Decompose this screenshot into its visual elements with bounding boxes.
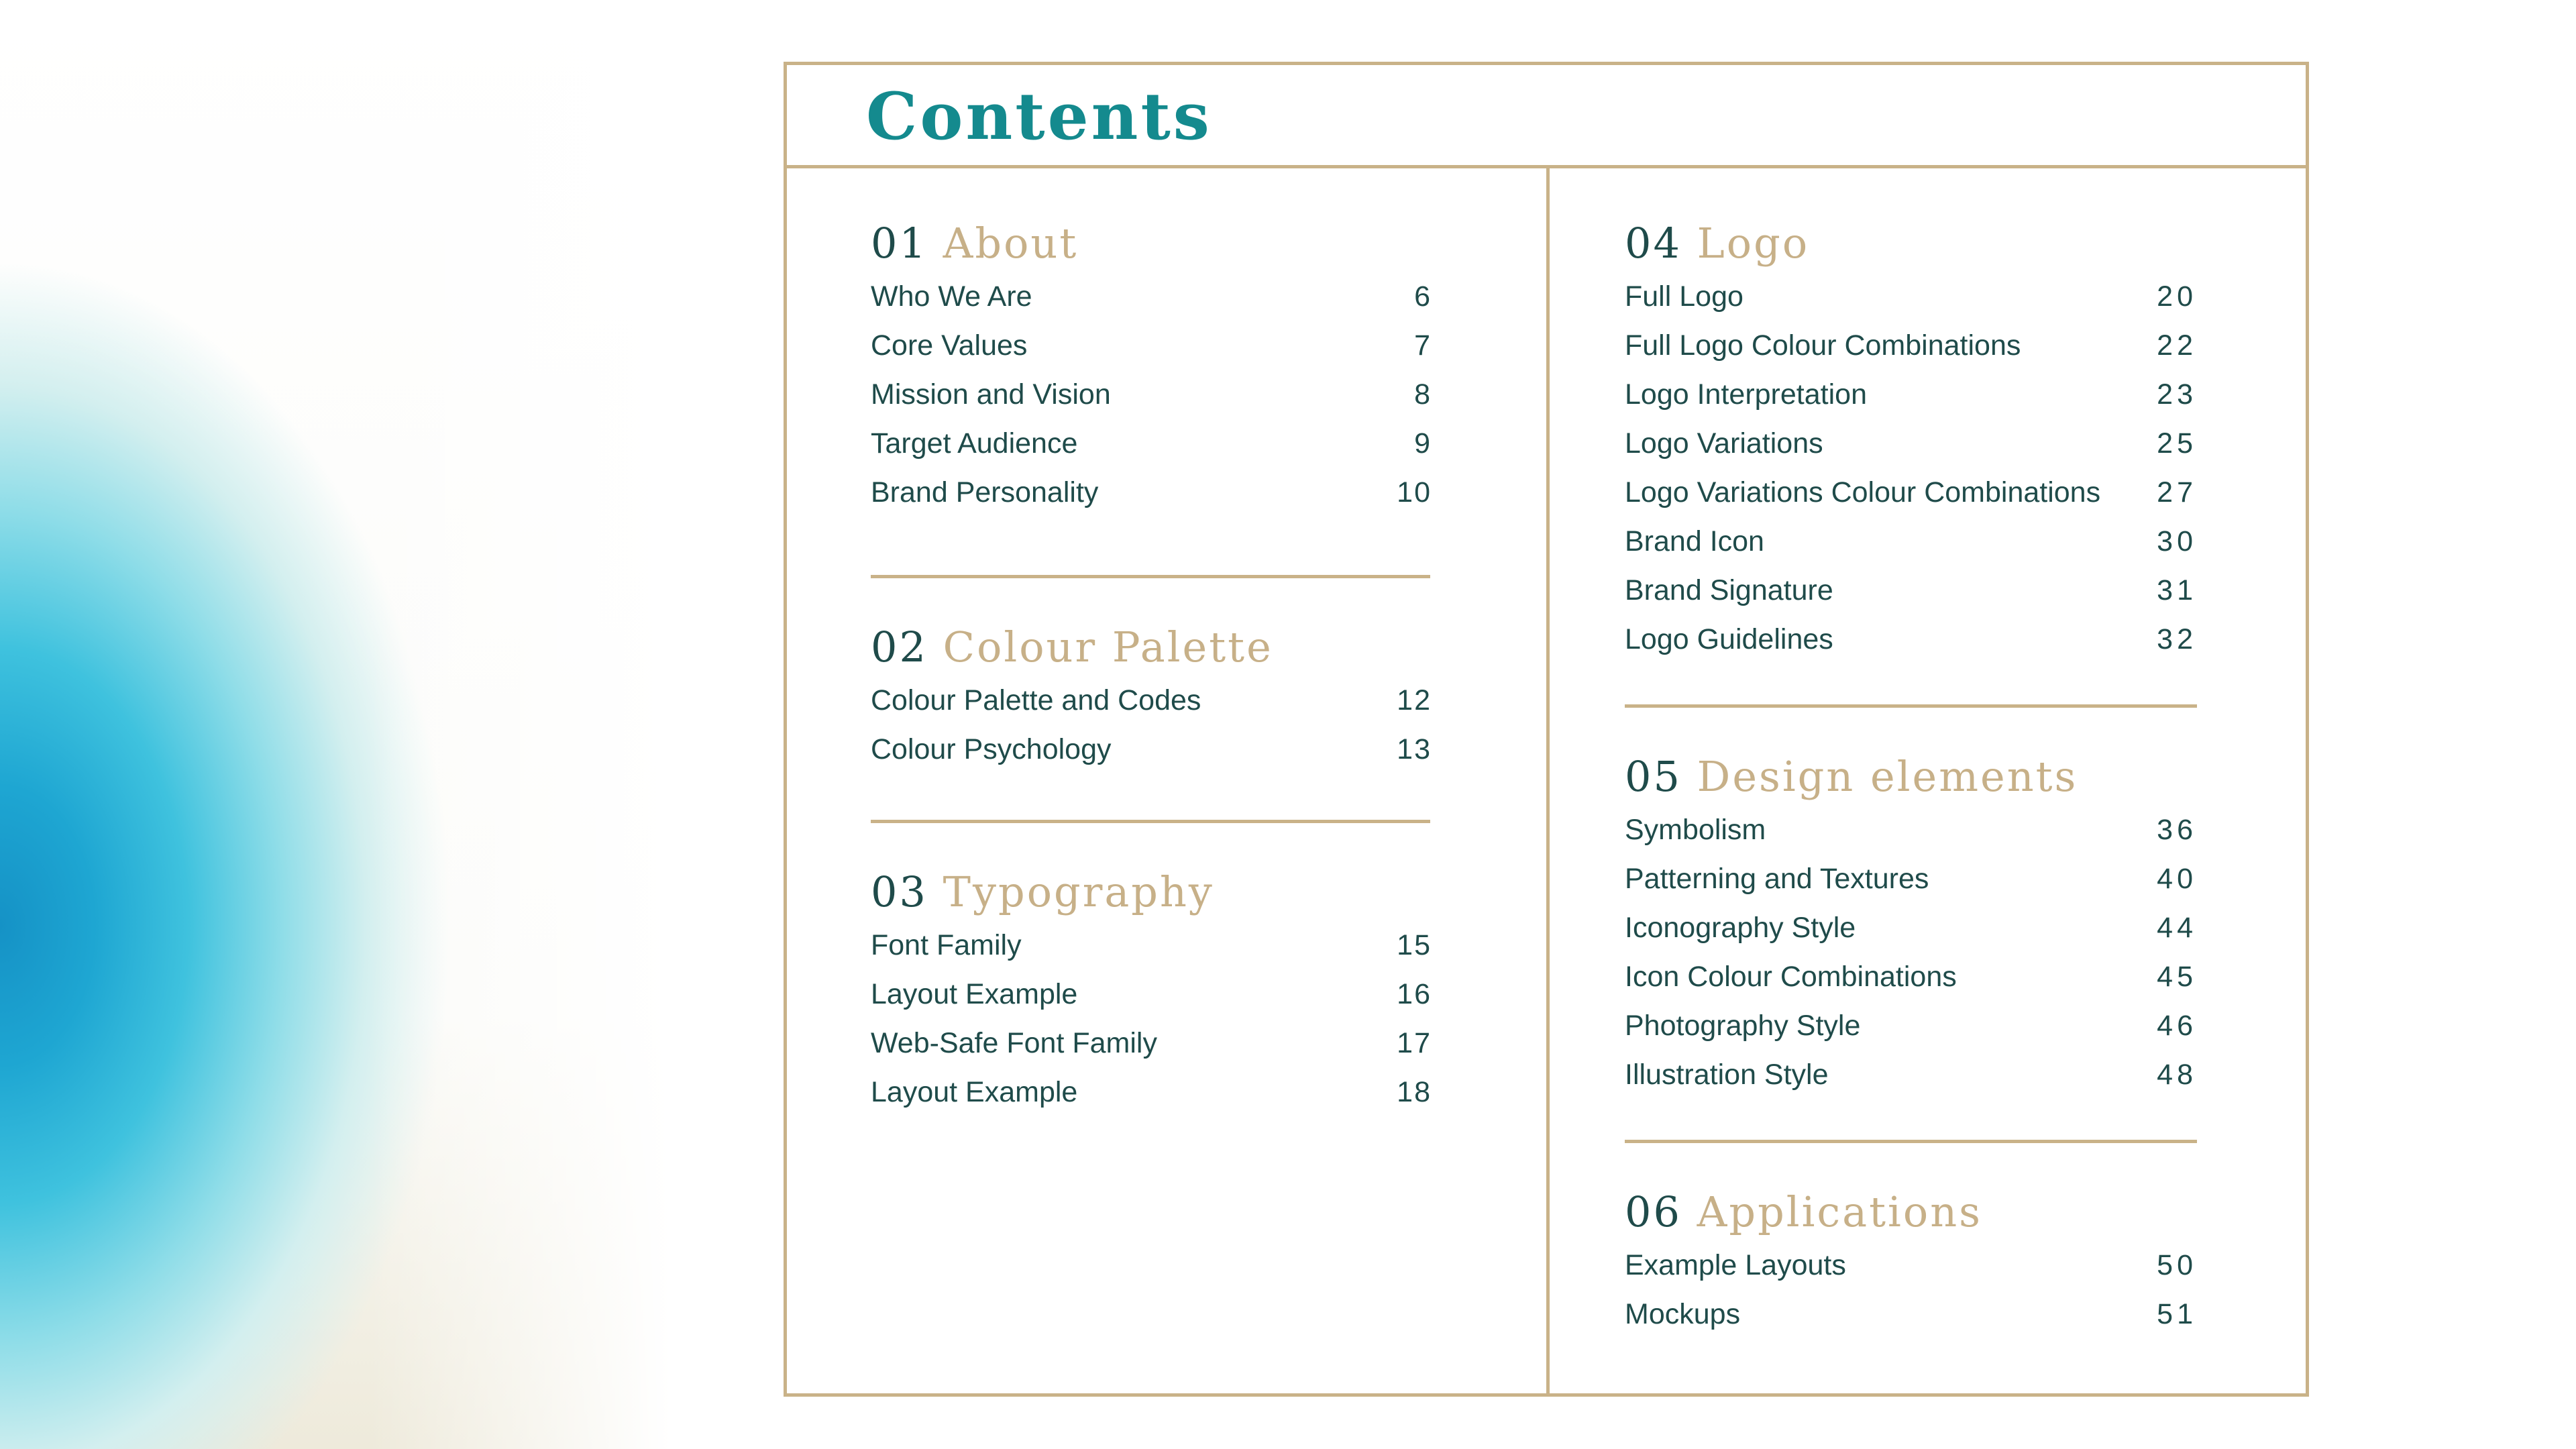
section-divider-rule <box>871 820 1430 823</box>
toc-entry[interactable] <box>1625 904 2197 953</box>
toc-entry[interactable] <box>1625 468 2197 517</box>
toc-entry-page: 15 <box>1397 929 1432 961</box>
toc-entry-label: Illustration Style <box>1625 1059 1829 1091</box>
section-heading <box>871 215 1432 272</box>
toc-entry-page: 36 <box>2157 814 2197 846</box>
toc-entry-page: 12 <box>1397 684 1432 716</box>
section-title: Design elements <box>1697 752 2078 801</box>
toc-entry-page: 9 <box>1414 427 1432 460</box>
toc-entry-label: Photography Style <box>1625 1010 1861 1042</box>
toc-entry[interactable] <box>1625 855 2197 904</box>
toc-entry-label: Layout Example <box>871 1076 1078 1108</box>
section-number: 06 <box>1625 1187 1682 1236</box>
toc-entry[interactable] <box>1625 1241 2197 1290</box>
toc-entry-label: Target Audience <box>871 427 1078 460</box>
toc-entry[interactable] <box>871 676 1432 725</box>
toc-entry[interactable] <box>1625 806 2197 855</box>
toc-entry[interactable] <box>871 725 1432 774</box>
toc-entry-page: 16 <box>1397 978 1432 1010</box>
section-title: Logo <box>1697 219 1810 268</box>
toc-entry-label: Layout Example <box>871 978 1078 1010</box>
toc-entry[interactable] <box>871 272 1432 321</box>
section-title: Colour Palette <box>943 623 1273 672</box>
contents-column-right <box>1625 215 2197 1339</box>
toc-entry-page: 10 <box>1397 476 1432 508</box>
section-divider-rule <box>871 575 1430 578</box>
toc-entry-label: Logo Variations <box>1625 427 1823 460</box>
toc-entry-page: 23 <box>2157 378 2197 411</box>
toc-entry[interactable] <box>871 370 1432 419</box>
toc-entry-label: Patterning and Textures <box>1625 863 1929 895</box>
toc-entry-page: 27 <box>2157 476 2197 508</box>
toc-entry-page: 46 <box>2157 1010 2197 1042</box>
toc-entry[interactable] <box>1625 370 2197 419</box>
toc-entry-label: Iconography Style <box>1625 912 1856 944</box>
section-heading <box>1625 1183 2197 1241</box>
toc-entry[interactable] <box>1625 1002 2197 1051</box>
toc-entry-label: Logo Variations Colour Combinations <box>1625 476 2101 508</box>
section-number: 03 <box>871 867 928 916</box>
toc-entry-label: Example Layouts <box>1625 1249 1846 1281</box>
toc-entry[interactable] <box>871 468 1432 517</box>
toc-entry-label: Core Values <box>871 329 1028 362</box>
contents-column-left <box>871 215 1432 1117</box>
toc-entry[interactable] <box>871 1068 1432 1117</box>
toc-entry-page: 25 <box>2157 427 2197 460</box>
toc-entry-page: 31 <box>2157 574 2197 606</box>
section-title: Typography <box>943 867 1214 916</box>
toc-entry-page: 40 <box>2157 863 2197 895</box>
section-typography <box>871 863 1432 1117</box>
toc-entry-label: Mission and Vision <box>871 378 1111 411</box>
toc-entry-page: 51 <box>2157 1298 2197 1330</box>
toc-entry-page: 45 <box>2157 961 2197 993</box>
contents-header <box>787 65 2306 168</box>
toc-entry[interactable] <box>1625 566 2197 615</box>
section-heading <box>871 863 1432 921</box>
toc-entry-page: 13 <box>1397 733 1432 765</box>
toc-entry[interactable] <box>1625 321 2197 370</box>
toc-entry-page: 6 <box>1414 280 1432 313</box>
section-divider-rule <box>1625 704 2197 708</box>
toc-entry-label: Brand Icon <box>1625 525 1764 557</box>
toc-entry-label: Colour Psychology <box>871 733 1112 765</box>
toc-entry-page: 22 <box>2157 329 2197 362</box>
toc-entry-label: Mockups <box>1625 1298 1741 1330</box>
toc-entry-label: Icon Colour Combinations <box>1625 961 1957 993</box>
toc-entry-label: Who We Are <box>871 280 1032 313</box>
toc-entry[interactable] <box>871 419 1432 468</box>
toc-entry-page: 32 <box>2157 623 2197 655</box>
section-heading <box>871 619 1432 676</box>
toc-entry[interactable] <box>871 321 1432 370</box>
toc-entry-page: 18 <box>1397 1076 1432 1108</box>
toc-entry[interactable] <box>871 970 1432 1019</box>
section-colour-palette <box>871 619 1432 774</box>
toc-entry-page: 44 <box>2157 912 2197 944</box>
toc-entry[interactable] <box>1625 517 2197 566</box>
toc-entry-page: 20 <box>2157 280 2197 313</box>
toc-entry[interactable] <box>1625 419 2197 468</box>
toc-entry-label: Colour Palette and Codes <box>871 684 1201 716</box>
toc-entry-label: Font Family <box>871 929 1022 961</box>
section-heading <box>1625 215 2197 272</box>
page-title: Contents <box>866 78 1212 154</box>
toc-entry-label: Logo Interpretation <box>1625 378 1867 411</box>
section-title: About <box>943 219 1079 268</box>
decorative-gradient-fade <box>0 0 671 1449</box>
section-design-elements <box>1625 748 2197 1099</box>
section-applications <box>1625 1183 2197 1339</box>
toc-entry[interactable] <box>871 921 1432 970</box>
toc-entry-label: Full Logo Colour Combinations <box>1625 329 2021 362</box>
toc-entry[interactable] <box>1625 1051 2197 1099</box>
toc-entry-page: 17 <box>1397 1027 1432 1059</box>
toc-entry[interactable] <box>871 1019 1432 1068</box>
toc-entry-label: Symbolism <box>1625 814 1766 846</box>
toc-entry-page: 8 <box>1414 378 1432 411</box>
toc-entry-label: Full Logo <box>1625 280 1743 313</box>
toc-entry[interactable] <box>1625 953 2197 1002</box>
toc-entry-label: Logo Guidelines <box>1625 623 1833 655</box>
section-title: Applications <box>1697 1187 1982 1236</box>
section-logo <box>1625 215 2197 664</box>
section-number: 01 <box>871 219 928 268</box>
column-divider <box>1546 168 1550 1397</box>
section-divider-rule <box>1625 1140 2197 1143</box>
toc-entry[interactable] <box>1625 615 2197 664</box>
toc-entry[interactable] <box>1625 272 2197 321</box>
toc-entry-page: 50 <box>2157 1249 2197 1281</box>
toc-entry[interactable] <box>1625 1290 2197 1339</box>
toc-entry-page: 30 <box>2157 525 2197 557</box>
toc-entry-label: Brand Signature <box>1625 574 1833 606</box>
toc-entry-label: Web-Safe Font Family <box>871 1027 1157 1059</box>
toc-entry-page: 48 <box>2157 1059 2197 1091</box>
toc-entry-label: Brand Personality <box>871 476 1099 508</box>
section-number: 02 <box>871 623 928 672</box>
section-about <box>871 215 1432 517</box>
section-number: 05 <box>1625 752 1682 801</box>
toc-entry-page: 7 <box>1414 329 1432 362</box>
section-number: 04 <box>1625 219 1682 268</box>
section-heading <box>1625 748 2197 806</box>
